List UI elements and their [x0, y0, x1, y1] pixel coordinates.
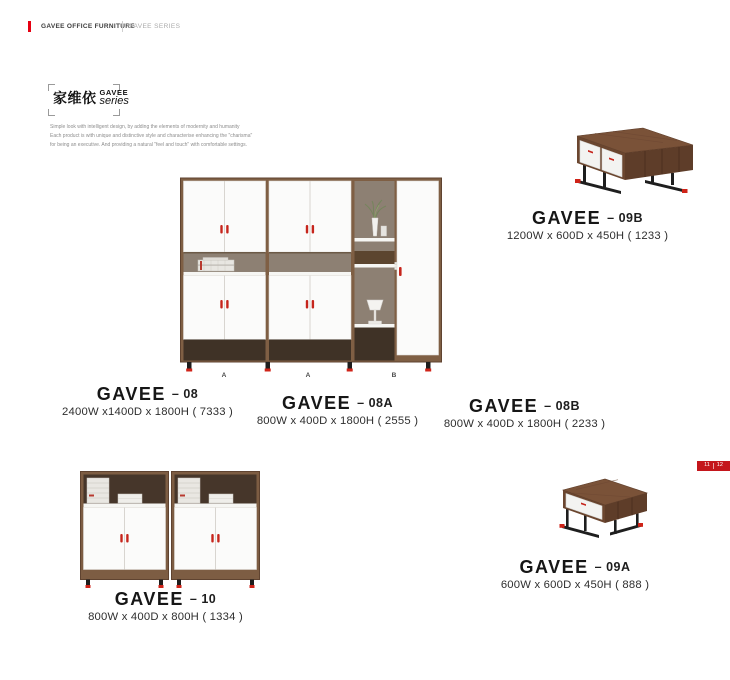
product-name: GAVEE — [281, 393, 352, 413]
header-series-text: GAVEE SERIES — [128, 23, 181, 30]
product-model: – 08 — [171, 387, 199, 401]
badge-chinese-name: 家维依 — [53, 90, 97, 106]
cabinet-gavee-10-image — [80, 467, 265, 597]
cabinet-unit-left — [81, 472, 169, 589]
intro-line: Each product is with unique and distinctive style and characterise enhancing the "charisma" — [50, 133, 253, 139]
page-indicator-divider — [713, 463, 714, 469]
intro-line: Simple look with intelligent design, by adding the elements of modernity and humanity — [50, 124, 240, 130]
label-gavee-10 — [63, 589, 268, 623]
product-name: GAVEE — [519, 557, 589, 577]
label-gavee-08 — [40, 384, 255, 418]
label-gavee-08a — [245, 393, 430, 427]
section-marker-a1: A — [221, 372, 227, 379]
cabinet-section-a2 — [269, 181, 351, 361]
cabinet-door-b — [397, 181, 439, 355]
product-name: GAVEE — [468, 396, 539, 416]
product-dimensions: 1200W x 600D x 450H ( 1233 ) — [506, 230, 669, 242]
header-accent-tick — [28, 21, 31, 32]
label-gavee-08b — [432, 396, 617, 430]
badge-corner-icon — [113, 109, 120, 116]
product-name: GAVEE — [96, 384, 166, 404]
product-name: GAVEE — [114, 589, 184, 609]
product-dimensions: 800W x 400D x 1800H ( 2555 ) — [256, 415, 419, 427]
cabinet-unit-right — [172, 472, 260, 589]
cabinet-legs — [186, 362, 431, 372]
header-divider — [122, 21, 123, 32]
product-name: GAVEE — [531, 208, 602, 228]
product-model: – 09A — [594, 560, 631, 574]
cabinet-gavee-08-image — [180, 176, 444, 381]
brand-badge — [48, 84, 129, 116]
product-model: – 08B — [544, 399, 581, 413]
cabinet-section-b — [355, 181, 395, 361]
product-dimensions: 800W x 400D x 1800H ( 2233 ) — [443, 418, 606, 430]
badge-latin-top: GAVEE — [99, 88, 129, 98]
label-gavee-09b — [495, 208, 680, 242]
page-indicator — [697, 461, 730, 471]
product-dimensions: 2400W x1400D x 1800H ( 7333 ) — [62, 406, 233, 418]
intro-paragraph — [50, 123, 252, 150]
label-gavee-09a — [485, 557, 665, 591]
page-number-right: 12 — [716, 462, 723, 469]
section-marker-a2: A — [305, 372, 311, 379]
header-brand-text: GAVEE OFFICE FURNITURE — [41, 23, 135, 30]
intro-line: for being an executive. And providing a natural "feel and touch" with comfortable settings. — [50, 142, 248, 148]
badge-latin-bottom: series — [99, 94, 129, 107]
product-model: – 09B — [607, 211, 644, 225]
page-number-left: 11 — [704, 462, 710, 469]
product-dimensions: 800W x 400D x 800H ( 1334 ) — [88, 611, 243, 623]
badge-corner-icon — [48, 109, 55, 116]
product-model: – 08A — [357, 396, 394, 410]
section-marker-b: B — [391, 372, 397, 379]
product-model: – 10 — [189, 592, 217, 606]
product-dimensions: 600W x 600D x 450H ( 888 ) — [500, 579, 650, 591]
table-gavee-09a-image — [552, 466, 667, 556]
table-gavee-09b-image — [565, 114, 730, 219]
